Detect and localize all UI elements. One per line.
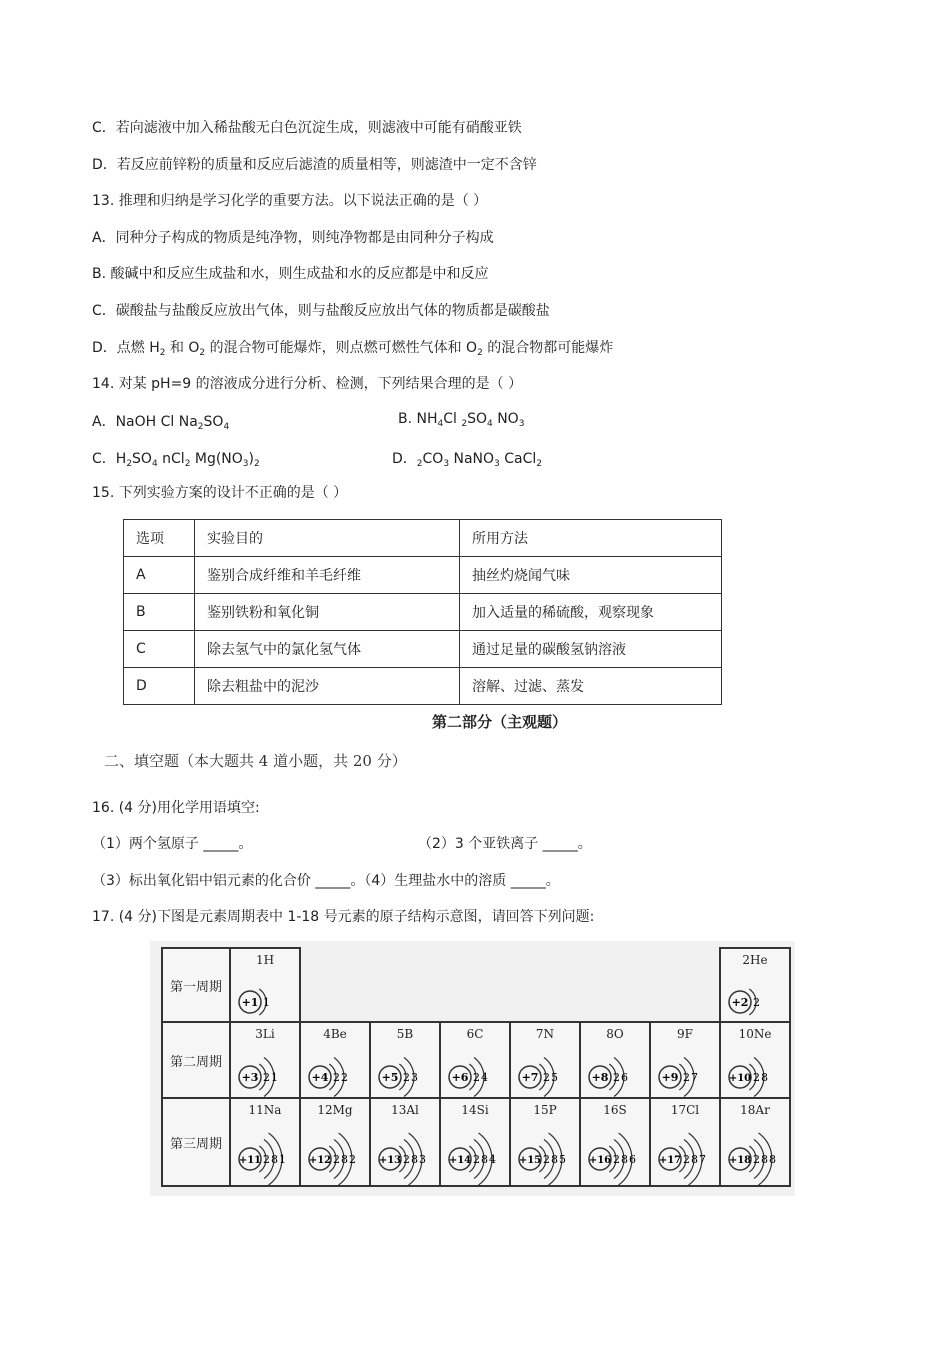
table-cell: A	[124, 557, 195, 594]
electron-count: 2	[263, 1071, 270, 1084]
electron-count: 6	[621, 1071, 628, 1084]
atom-structure-diagram	[377, 1129, 439, 1189]
atom-structure-diagram	[377, 1053, 439, 1101]
nucleus-charge: +10	[728, 1073, 752, 1084]
nucleus-charge: +14	[448, 1155, 472, 1166]
element-symbol: 17Cl	[670, 1103, 700, 1117]
period-1-label: 第一周期	[161, 947, 231, 1023]
element-symbol: 2He	[742, 953, 768, 967]
electron-count: 3	[419, 1153, 426, 1166]
nucleus-charge: +9	[661, 1071, 679, 1084]
nucleus-charge: +5	[381, 1071, 399, 1084]
element-symbol: 6C	[466, 1027, 484, 1041]
electron-count: 2	[753, 1071, 760, 1084]
atom-structure-diagram	[727, 1053, 789, 1101]
element-cell-1h	[229, 947, 301, 1023]
question-13: 13. 推理和归纳是学习化学的重要方法。以下说法正确的是（ ）	[92, 193, 488, 209]
electron-count: 5	[551, 1071, 558, 1084]
period-3-label: 第三周期	[161, 1097, 231, 1187]
electron-count: 2	[403, 1153, 410, 1166]
electron-count: 2	[333, 1153, 340, 1166]
nucleus-charge: +7	[521, 1071, 539, 1084]
nucleus-charge: +13	[378, 1155, 402, 1166]
atom-structure-diagram	[237, 1053, 299, 1101]
table-row	[124, 557, 722, 594]
element-cell-10ne	[719, 1021, 791, 1099]
nucleus-charge: +17	[658, 1155, 682, 1166]
nucleus-charge: +12	[308, 1155, 332, 1166]
table-cell: 通过足量的碳酸氢钠溶液	[460, 631, 722, 668]
element-symbol: 4Be	[323, 1027, 347, 1041]
element-cell-18ar	[719, 1097, 791, 1187]
question-16: 16. (4 分)用化学用语填空:	[92, 800, 260, 816]
q14-option-d: D．$_2CO_3$ NaNO$_3$ CaCl$_2$	[392, 451, 542, 469]
table-row	[124, 631, 722, 668]
element-symbol: 1H	[255, 953, 275, 967]
table-row	[124, 668, 722, 705]
q14-option-b: B. $NH_4Cl$ $_2SO_4$ $NO_3$	[398, 411, 525, 429]
q16-item-1: （1）两个氢原子 _____。	[92, 836, 253, 852]
atom-structure-diagram	[587, 1129, 649, 1189]
element-cell-16s	[579, 1097, 651, 1187]
element-cell-8o	[579, 1021, 651, 1099]
nucleus-charge: +15	[518, 1155, 542, 1166]
electron-count: 2	[683, 1071, 690, 1084]
question-17: 17. (4 分)下图是元素周期表中 1-18 号元素的原子结构示意图，请回答下列问题:	[92, 909, 595, 925]
nucleus-charge: +3	[241, 1071, 259, 1084]
element-symbol: 8O	[606, 1027, 624, 1041]
section-two-heading: 二、填空题（本大题共 4 道小题，共 20 分）	[104, 752, 407, 770]
electron-count: 2	[683, 1153, 690, 1166]
experiment-table	[123, 519, 722, 705]
electron-count: 2	[543, 1071, 550, 1084]
electron-count: 2	[263, 1153, 270, 1166]
nucleus-charge: +2	[731, 996, 749, 1009]
electron-count: 2	[753, 1153, 760, 1166]
electron-count: 8	[761, 1153, 768, 1166]
atom-structure-diagram	[237, 979, 299, 1025]
q16-item-3-4: （3）标出氧化铝中铝元素的化合价 _____。（4）生理盐水中的溶质 _____。	[92, 873, 560, 889]
q13-option-b: B. 酸碱中和反应生成盐和水，则生成盐和水的反应都是中和反应	[92, 266, 489, 282]
element-cell-9f	[649, 1021, 721, 1099]
electron-count: 4	[481, 1071, 488, 1084]
element-symbol: 13Al	[391, 1103, 419, 1117]
element-symbol: 18Ar	[740, 1103, 770, 1117]
period-2-label: 第二周期	[161, 1021, 231, 1099]
electron-count: 8	[271, 1153, 278, 1166]
table-cell: 选项	[124, 520, 195, 557]
table-cell: 鉴别合成纤维和羊毛纤维	[195, 557, 460, 594]
nucleus-charge: +18	[728, 1155, 752, 1166]
table-cell: C	[124, 631, 195, 668]
element-symbol: 12Mg	[317, 1103, 353, 1117]
electron-count: 1	[279, 1153, 286, 1166]
table-header-row	[124, 520, 722, 557]
electron-count: 1	[263, 996, 270, 1009]
electron-count: 8	[761, 1071, 768, 1084]
element-cell-17cl	[649, 1097, 721, 1187]
electron-count: 4	[489, 1153, 496, 1166]
element-cell-7n	[509, 1021, 581, 1099]
element-cell-11na	[229, 1097, 301, 1187]
electron-count: 2	[341, 1071, 348, 1084]
electron-count: 8	[691, 1153, 698, 1166]
atom-structure-diagram	[727, 979, 789, 1025]
electron-count: 8	[481, 1153, 488, 1166]
atom-structure-diagram	[447, 1053, 509, 1101]
nucleus-charge: +1	[241, 996, 259, 1009]
nucleus-charge: +6	[451, 1071, 469, 1084]
atom-structure-diagram	[657, 1053, 719, 1101]
atom-structure-diagram	[237, 1129, 299, 1189]
table-cell: 抽丝灼烧闻气味	[460, 557, 722, 594]
element-symbol: 10Ne	[738, 1027, 772, 1041]
element-symbol: 7N	[535, 1027, 555, 1041]
table-row	[124, 594, 722, 631]
electron-count: 8	[551, 1153, 558, 1166]
electron-count: 7	[699, 1153, 706, 1166]
table-cell: 除去粗盐中的泥沙	[195, 668, 460, 705]
table-cell: 鉴别铁粉和氧化铜	[195, 594, 460, 631]
atom-structure-diagram	[587, 1053, 649, 1101]
electron-count: 2	[613, 1153, 620, 1166]
electron-count: 8	[621, 1153, 628, 1166]
element-cell-3li	[229, 1021, 301, 1099]
q13-option-d: D．点燃 $H_2$ 和 $O_2$ 的混合物可能爆炸，则点燃可燃性气体和 $O_2$ 的混合物都可能爆炸	[92, 340, 614, 358]
option-d-line: D．若反应前锌粉的质量和反应后滤渣的质量相等，则滤渣中一定不含锌	[92, 157, 537, 173]
electron-count: 2	[403, 1071, 410, 1084]
electron-count: 2	[333, 1071, 340, 1084]
table-cell: 除去氢气中的氯化氢气体	[195, 631, 460, 668]
element-symbol: 14Si	[461, 1103, 489, 1117]
element-symbol: 11Na	[248, 1103, 282, 1117]
electron-count: 8	[769, 1153, 776, 1166]
atom-structure-diagram	[447, 1129, 509, 1189]
element-symbol: 5B	[396, 1027, 414, 1041]
element-symbol: 3Li	[255, 1027, 275, 1041]
element-cell-15p	[509, 1097, 581, 1187]
nucleus-charge: +16	[588, 1155, 612, 1166]
element-cell-2he	[719, 947, 791, 1023]
electron-count: 2	[543, 1153, 550, 1166]
element-cell-6c	[439, 1021, 511, 1099]
element-cell-4be	[299, 1021, 371, 1099]
element-cell-12mg	[299, 1097, 371, 1187]
atom-structure-diagram	[727, 1129, 789, 1189]
question-14: 14. 对某 pH=9 的溶液成分进行分析、检测，下列结果合理的是（ ）	[92, 376, 523, 392]
electron-count: 6	[629, 1153, 636, 1166]
q16-item-2: （2）3 个亚铁离子 _____。	[418, 836, 592, 852]
element-symbol: 15P	[533, 1103, 557, 1117]
atom-structure-diagram	[307, 1129, 369, 1189]
electron-count: 8	[341, 1153, 348, 1166]
electron-count: 3	[411, 1071, 418, 1084]
nucleus-charge: +8	[591, 1071, 609, 1084]
table-cell: 实验目的	[195, 520, 460, 557]
atom-structure-diagram	[307, 1053, 369, 1101]
atom-structure-diagram	[657, 1129, 719, 1189]
electron-count: 2	[753, 996, 760, 1009]
atom-structure-diagram	[517, 1053, 579, 1101]
table-cell: B	[124, 594, 195, 631]
table-cell: 加入适量的稀硫酸，观察现象	[460, 594, 722, 631]
electron-count: 2	[349, 1153, 356, 1166]
electron-count: 7	[691, 1071, 698, 1084]
electron-count: 2	[613, 1071, 620, 1084]
atom-structure-diagram	[517, 1129, 579, 1189]
q14-option-a: A．NaOH Cl $Na_2SO_4$	[92, 414, 230, 432]
part-two-heading: 第二部分（主观题）	[432, 713, 568, 731]
element-symbol: 16S	[603, 1103, 627, 1117]
table-cell: D	[124, 668, 195, 705]
q13-option-a: A．同种分子构成的物质是纯净物，则纯净物都是由同种分子构成	[92, 230, 494, 246]
electron-count: 1	[271, 1071, 278, 1084]
table-cell: 所用方法	[460, 520, 722, 557]
question-15: 15. 下列实验方案的设计不正确的是（ ）	[92, 485, 348, 501]
electron-count: 5	[559, 1153, 566, 1166]
electron-count: 8	[411, 1153, 418, 1166]
element-symbol: 9F	[677, 1027, 693, 1041]
electron-count: 2	[473, 1153, 480, 1166]
option-c-line: C．若向滤液中加入稀盐酸无白色沉淀生成，则滤液中可能有硝酸亚铁	[92, 120, 522, 136]
q13-option-c: C．碳酸盐与盐酸反应放出气体，则与盐酸反应放出气体的物质都是碳酸盐	[92, 303, 550, 319]
nucleus-charge: +11	[238, 1155, 262, 1166]
nucleus-charge: +4	[311, 1071, 329, 1084]
element-cell-5b	[369, 1021, 441, 1099]
electron-count: 2	[473, 1071, 480, 1084]
q14-option-c: C．$H_2SO_4$ nCl$_2$ $Mg(NO_3)_2$	[92, 451, 260, 469]
periodic-table-figure	[150, 941, 795, 1196]
element-cell-13al	[369, 1097, 441, 1187]
element-cell-14si	[439, 1097, 511, 1187]
table-cell: 溶解、过滤、蒸发	[460, 668, 722, 705]
